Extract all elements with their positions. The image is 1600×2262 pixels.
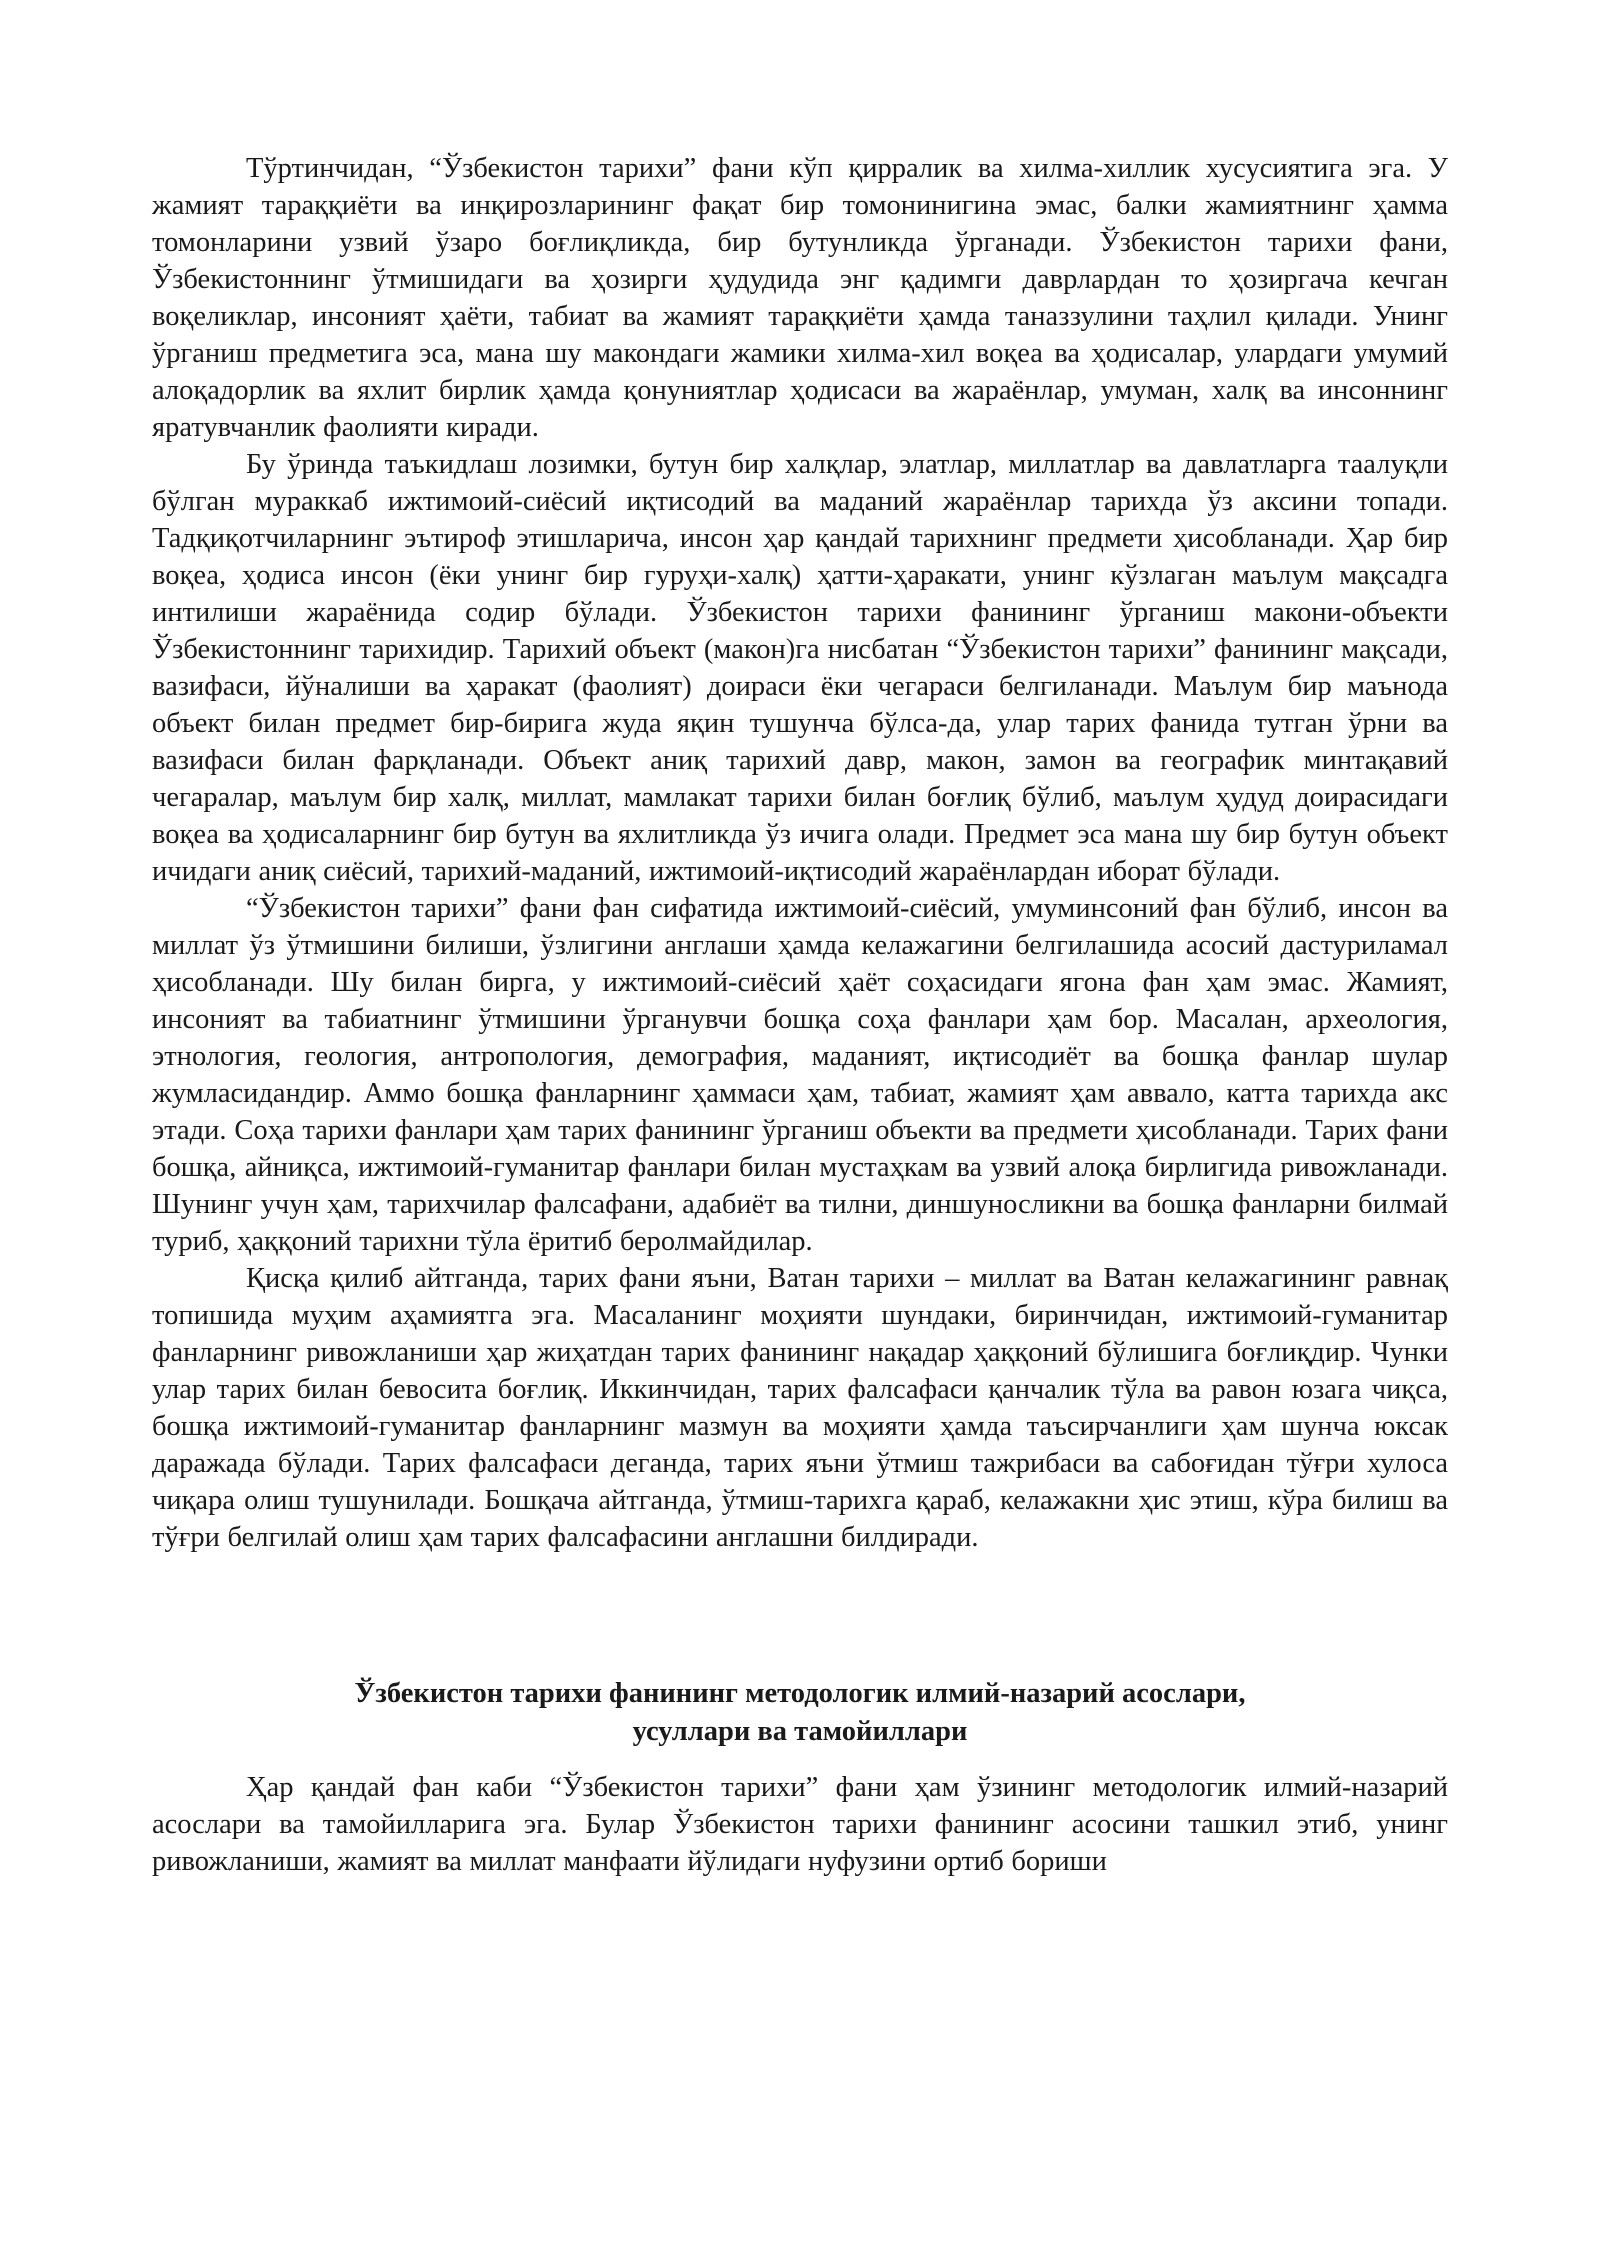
- paragraph-summary: Қисқа қилиб айтганда, тарих фани яъни, Ватан тарихи – миллат ва Ватан келажагининг равнақ топишида муҳим аҳамиятга эга. Масаланинг моҳияти шундаки, биринчидан, ижтимоий-гуманитар фанларнинг ривожланиши ҳар жиҳатдан тарих фанининг нақадар ҳаққоний бўлишига боғлиқдир. Чунки улар тарих билан бевосита боғлиқ. Иккинчидан, тарих фалсафаси қанчалик тўла ва равон юзага чиқса, бошқа ижтимоий-гуманитар фанларнинг мазмун ва моҳияти ҳамда таъсирчанлиги ҳам шунча юксак даражада бўлади. Тарих фалсафаси деганда, тарих яъни ўтмиш тажрибаси ва сабоғидан тўғри хулоса чиқара олиш тушунилади. Бошқача айтганда, ўтмиш-тарихга қараб, келажакни ҳис этиш, кўра билиш ва тўғри белгилай олиш ҳам тарих фалсафасини англашни билдиради.: [152, 1263, 1448, 1553]
- paragraph-fourth-point: Тўртинчидан, “Ўзбекистон тарихи” фани кўп қирралик ва хилма-хиллик хусусиятига эга. У жамият тараққиёти ва инқирозларининг фақат бир томонинигина эмас, балки жамиятнинг ҳамма томонларини узвий ўзаро боғлиқликда, бир бутунликда ўрганади. Ўзбекистон тарихи фани, Ўзбекистоннинг ўтмишидаги ва ҳозирги ҳудудида энг қадимги даврлардан то ҳозиргача кечган воқеликлар, инсоният ҳаёти, табиат ва жамият тараққиёти ҳамда таназзулини таҳлил қилади. Унинг ўрганиш предметига эса, мана шу макондаги жамики хилма-хил воқеа ва ҳодисалар, улардаги умумий алоқадорлик ва яхлит бирлик ҳамда қонуниятлар ҳодисаси ва жараёнлар, умуман, халқ ва инсоннинг яратувчанлик фаолияти киради.: [152, 153, 1448, 443]
- document-page: [152, 150, 1448, 1880]
- section-heading-line-1: Ўзбекистон тарихи фанининг методологик илмий-назарий асослари,: [354, 1678, 1246, 1709]
- paragraph-object-and-subject: Бу ўринда таъкидлаш лозимки, бутун бир халқлар, элатлар, миллатлар ва давлатларга таалуқли бўлган мураккаб ижтимоий-сиёсий иқтисодий ва маданий жараёнлар тарихда ўз аксини топади. Тадқиқотчиларнинг эътироф этишларича, инсон ҳар қандай тарихнинг предмети ҳисобланади. Ҳар бир воқеа, ҳодиса инсон (ёки унинг бир гуруҳи-халқ) ҳатти-ҳаракати, унинг кўзлаган маълум мақсадга интилиши жараёнида содир бўлади. Ўзбекистон тарихи фанининг ўрганиш макони-объекти Ўзбекистоннинг тарихидир. Тарихий объект (макон)га нисбатан “Ўзбекистон тарихи” фанининг мақсади, вазифаси, йўналиши ва ҳаракат (фаолият) доираси ёки чегараси белгиланади. Маълум бир маънода объект билан предмет бир-бирига жуда яқин тушунча бўлса-да, улар тарих фанида тутган ўрни ва вазифаси билан фарқланади. Объект аниқ тарихий давр, макон, замон ва географик минтақавий чегаралар, маълум бир халқ, миллат, мамлакат тарихи билан боғлиқ бўлиб, маълум ҳудуд доирасидаги воқеа ва ҳодисаларнинг бир бутун ва яхлитликда ўз ичига олади. Предмет эса мана шу бир бутун объект ичидаги аниқ сиёсий, тарихий-маданий, ижтимоий-иқтисодий жараёнлардан иборат бўлади.: [152, 449, 1448, 887]
- paragraph-socio-political-science: “Ўзбекистон тарихи” фани фан сифатида ижтимоий-сиёсий, умуминсоний фан бўлиб, инсон ва миллат ўз ўтмишини билиши, ўзлигини англаши ҳамда келажагини белгилашида асосий дастуриламал ҳисобланади. Шу билан бирга, у ижтимоий-сиёсий ҳаёт соҳасидаги ягона фан ҳам эмас. Жамият, инсоният ва табиатнинг ўтмишини ўрганувчи бошқа соҳа фанлари ҳам бор. Масалан, археология, этнология, геология, антропология, демография, маданият, иқтисодиёт ва бошқа фанлар шулар жумласидандир. Аммо бошқа фанларнинг ҳаммаси ҳам, табиат, жамият ҳам аввало, катта тарихда акс этади. Соҳа тарихи фанлари ҳам тарих фанининг ўрганиш объекти ва предмети ҳисобланади. Тарих фани бошқа, айниқса, ижтимоий-гуманитар фанлари билан мустаҳкам ва узвий алоқа бирлигида ривожланади. Шунинг учун ҳам, тарихчилар фалсафани, адабиёт ва тилни, диншуносликни ва бошқа фанларни билмай туриб, ҳаққоний тарихни тўла ёритиб беролмайдилар.: [152, 893, 1448, 1257]
- section-heading-line-2: усуллари ва тамойиллари: [632, 1716, 968, 1747]
- paragraph-methodology-intro: Ҳар қандай фан каби “Ўзбекистон тарихи” фани ҳам ўзининг методологик илмий-назарий асослари ва тамойилларига эга. Булар Ўзбекистон тарихи фанининг асосини ташкил этиб, унинг ривожланиши, жамият ва миллат манфаати йўлидаги нуфузини ортиб бориши: [152, 1772, 1448, 1877]
- section-heading: [152, 1675, 1448, 1751]
